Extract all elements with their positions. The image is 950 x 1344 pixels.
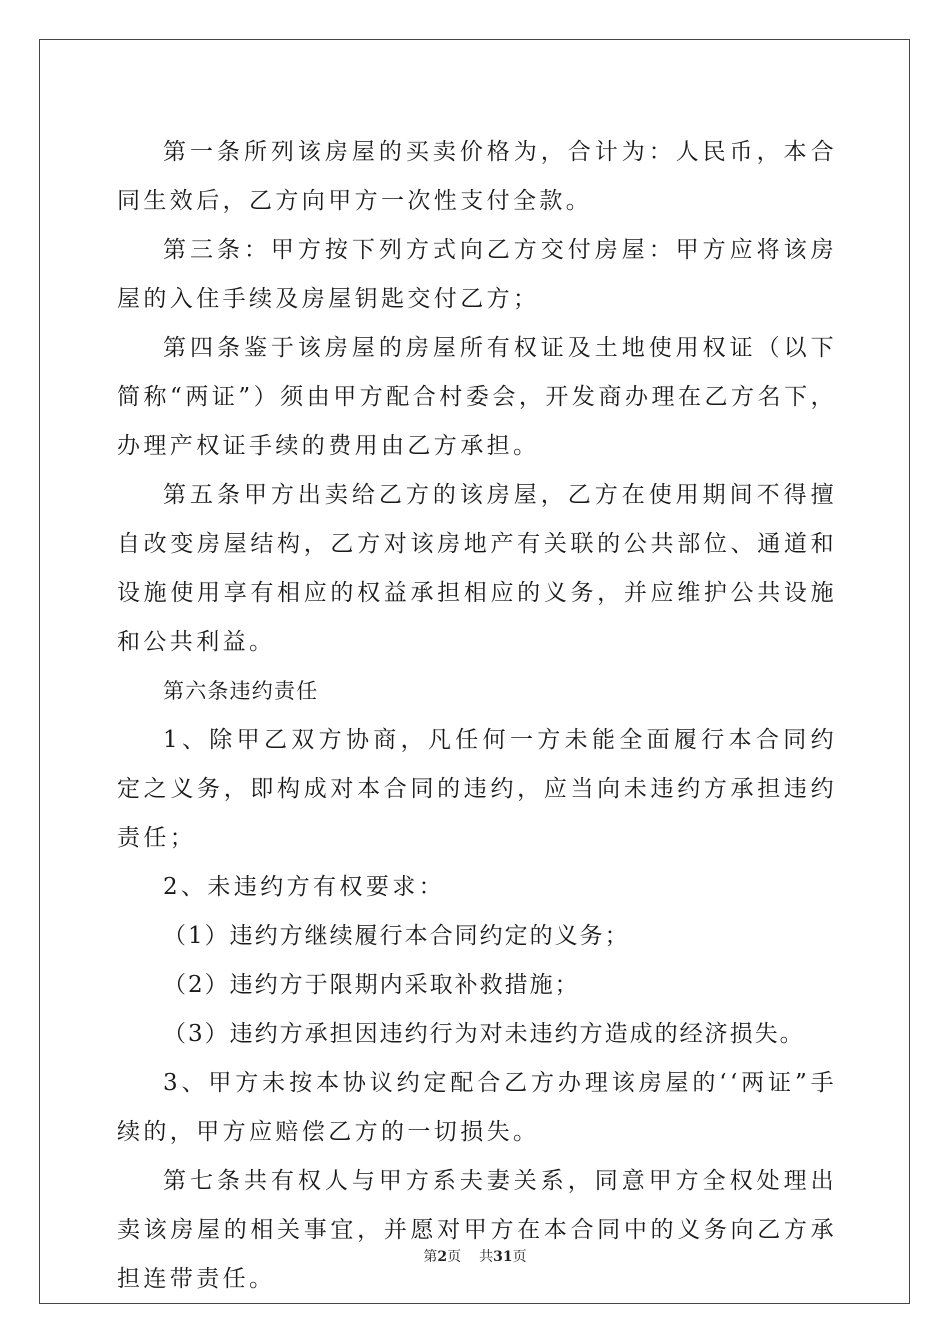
page-number-suffix: 页 (447, 1249, 462, 1265)
clause-3-delivery: 第三条：甲方按下列方式向乙方交付房屋：甲方应将该房屋的入住手续及房屋钥匙交付乙方； (117, 237, 837, 312)
total-pages-prefix: 共 (479, 1249, 494, 1265)
clause-6-item-2: 2、未违约方有权要求： (163, 874, 446, 900)
total-pages: 31 (493, 1249, 513, 1265)
total-pages-suffix: 页 (512, 1249, 527, 1265)
page-number-prefix: 第 (423, 1249, 438, 1265)
clause-6-item-2-sub-3: （3）违约方承担因违约行为对未违约方造成的经济损失。 (163, 1021, 805, 1047)
clause-6-item-3: 3、甲方未按本协议约定配合乙方办理该房屋的‘‘两证”手续的，甲方应赔偿乙方的一切损失。 (117, 1070, 837, 1145)
clause-6-item-2-sub-1: （1）违约方继续履行本合同约定的义务； (163, 923, 630, 949)
document-body (117, 128, 837, 1304)
clause-7-co-owner: 第七条共有权人与甲方系夫妻关系，同意甲方全权处理出卖该房屋的相关事宜，并愿对甲方在本合同中的义务向乙方承担连带责任。 (117, 1168, 837, 1292)
clause-6-item-1: 1、除甲乙双方协商，凡任何一方未能全面履行本合同约定之义务，即构成对本合同的违约，应当向未违约方承担违约责任； (117, 727, 837, 851)
clause-4-certificates: 第四条鉴于该房屋的房屋所有权证及土地使用权证（以下简称“两证”）须由甲方配合村委会，开发商办理在乙方名下，办理产权证手续的费用由乙方承担。 (117, 335, 837, 459)
clause-6-item-2-sub-2: （2）违约方于限期内采取补救措施； (163, 972, 580, 998)
clause-5-usage: 第五条甲方出卖给乙方的该房屋，乙方在使用期间不得擅自改变房屋结构，乙方对该房地产有关联的公共部位、通道和设施使用享有相应的权益承担相应的义务，并应维护公共设施和公共利益。 (117, 482, 837, 655)
clause-6-heading: 第六条违约责任 (163, 679, 319, 703)
clause-1-price: 第一条所列该房屋的买卖价格为，合计为：人民币，本合同生效后，乙方向甲方一次性支付全款。 (117, 139, 837, 214)
page-footer (0, 1246, 950, 1266)
page-number: 2 (437, 1249, 448, 1265)
